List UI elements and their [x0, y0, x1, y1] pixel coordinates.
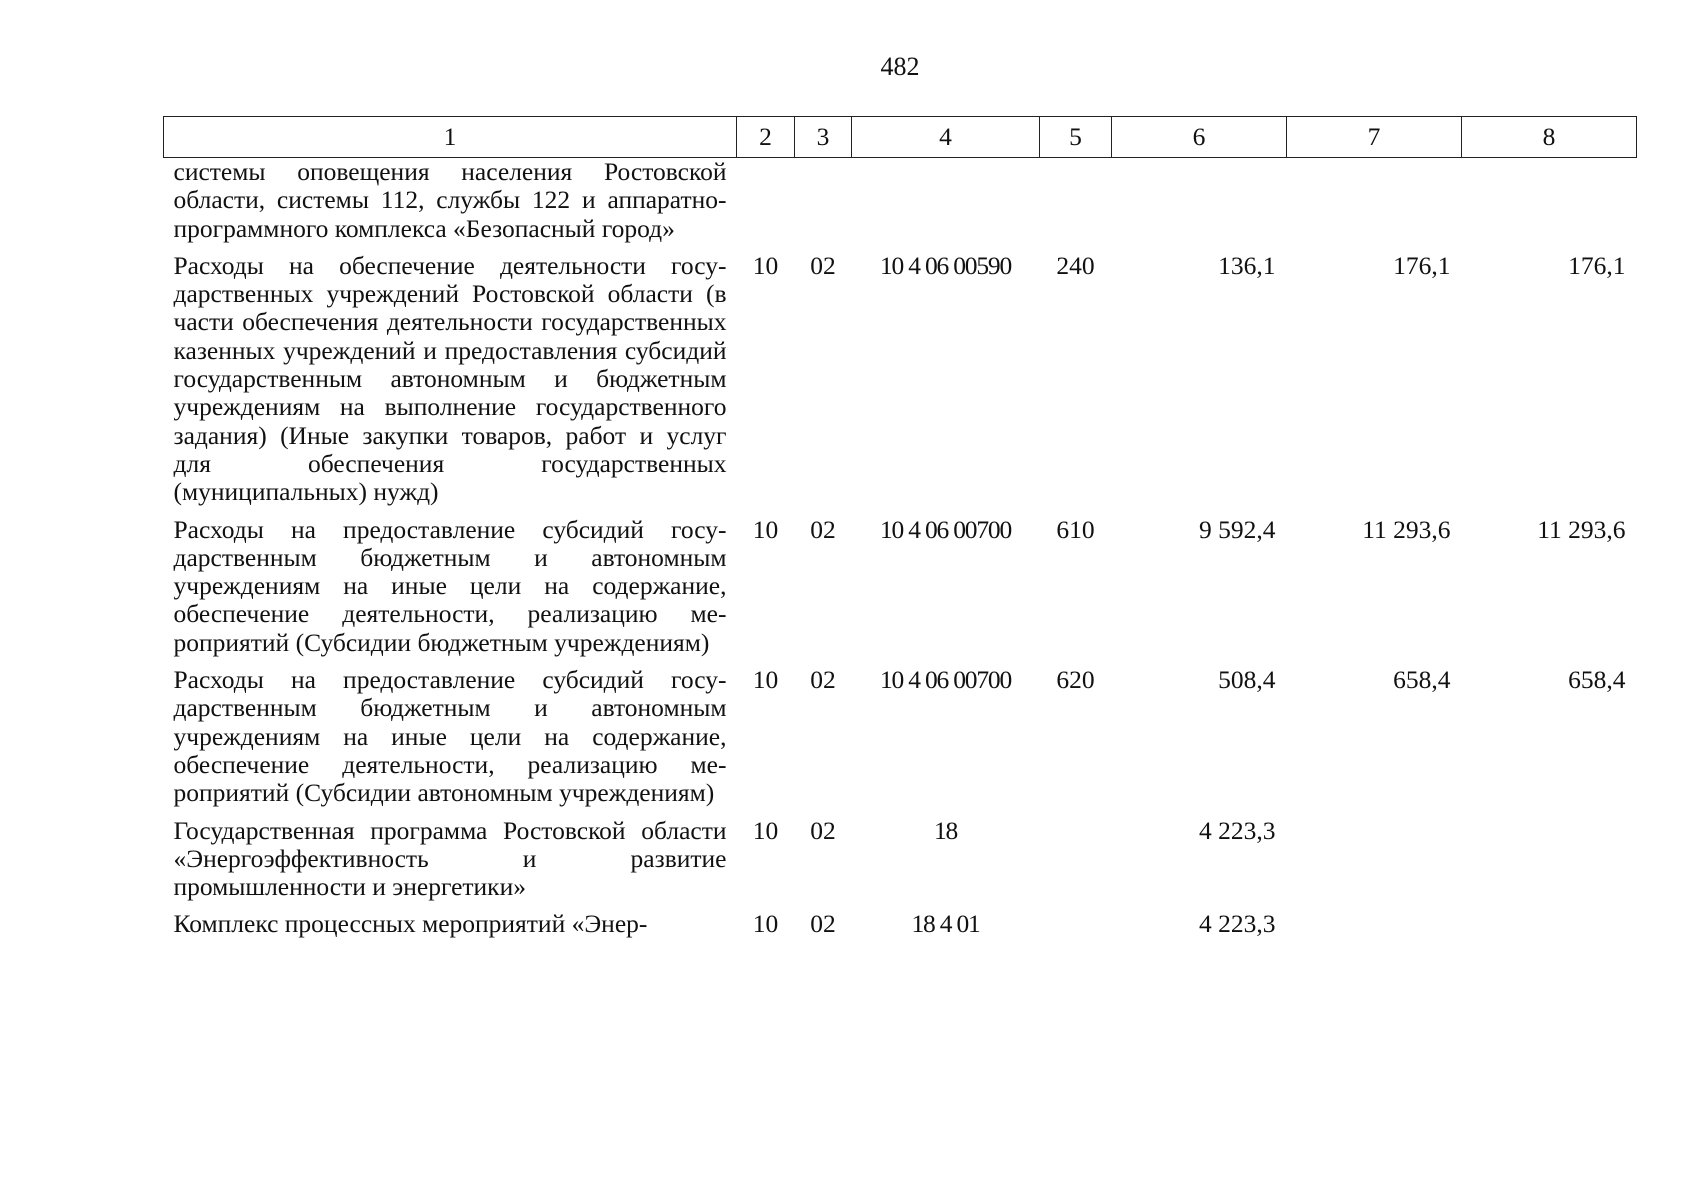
row-description: Расходы на обеспечение деятельности государственных учреждений Ростовской области (в части обеспечения деятельности государственных казенных учреждений и предоставления субсидий государственным автономным и бюджетным учреждениям на выполнение государственного задания) (Иные закупки товаров, работ и услуг для обеспечения государственных (муниципальных) нужд): [173, 250, 727, 507]
row-expense-type: [1040, 158, 1112, 252]
row-subsection-code: [795, 158, 852, 252]
row-description: Расходы на предоставление субсидий государственным бюджетным и автономным учреждениям на иные цели на содержание, обеспечение деятельности, реализацию мероприятий (Субсидии бюджетным учреждениям): [173, 514, 727, 657]
header-col-8: 8: [1462, 117, 1637, 158]
header-col-1: 1: [164, 117, 737, 158]
row-description: системы оповещения населения Ростовской области, системы 112, службы 122 и аппаратно-программного комплекса «Безопасный город»: [173, 157, 727, 243]
row-section-code: 10: [752, 665, 779, 695]
row-subsection-code: 02: [810, 909, 836, 939]
row-expense-type: 620: [1056, 665, 1095, 695]
row-amount-col-7: 658,4: [1393, 665, 1451, 695]
header-col-2: 2: [737, 117, 795, 158]
row-subsection-code: 02: [810, 665, 836, 695]
header-col-7: 7: [1287, 117, 1462, 158]
row-subsection-code: 02: [810, 250, 836, 280]
table-row: [164, 516, 1637, 666]
table-body: [164, 158, 1637, 948]
row-expense-type: [1040, 910, 1112, 947]
row-amount-col-8: 11 293,6: [1537, 514, 1626, 544]
row-description: Комплекс процессных мероприятий «Энер-: [173, 909, 648, 939]
row-target-code: 10 4 06 00590: [879, 250, 1012, 280]
header-col-3: 3: [795, 117, 852, 158]
row-amount-col-8: [1462, 158, 1637, 252]
header-col-5: 5: [1040, 117, 1112, 158]
table-header: [164, 117, 1637, 158]
row-amount-col-6: 508,4: [1218, 665, 1276, 695]
row-subsection-code: 02: [810, 815, 836, 845]
row-amount-col-6: [1112, 158, 1287, 252]
table-row: [164, 817, 1637, 911]
row-section-code: 10: [752, 514, 779, 544]
row-amount-col-7: [1287, 158, 1462, 252]
row-amount-col-7: 11 293,6: [1362, 514, 1451, 544]
header-col-6: 6: [1112, 117, 1287, 158]
row-amount-col-8: 658,4: [1568, 665, 1626, 695]
row-amount-col-8: 176,1: [1568, 250, 1626, 280]
row-section-code: 10: [752, 815, 779, 845]
row-section-code: 10: [752, 250, 779, 280]
budget-table: [163, 116, 1637, 948]
table-row: [164, 910, 1637, 947]
row-target-code: 18: [933, 815, 958, 845]
row-expense-type: 610: [1056, 514, 1095, 544]
table-row: [164, 666, 1637, 816]
row-amount-col-6: 136,1: [1218, 250, 1276, 280]
row-amount-col-8: [1462, 817, 1637, 911]
row-amount-col-8: [1462, 910, 1637, 947]
row-target-code: 18 4 01: [911, 909, 980, 939]
row-amount-col-7: [1287, 817, 1462, 911]
row-target-code: 10 4 06 00700: [879, 665, 1012, 695]
row-subsection-code: 02: [810, 514, 836, 544]
header-row: [164, 117, 1637, 158]
page-number: 482: [880, 52, 920, 81]
header-col-4: 4: [852, 117, 1040, 158]
row-target-code: [852, 158, 1040, 252]
row-expense-type: 240: [1056, 250, 1095, 280]
row-target-code: 10 4 06 00700: [879, 514, 1012, 544]
row-description: Расходы на предоставление субсидий государственным бюджетным и автономным учреждениям на иные цели на содержание, обеспечение деятельности, реализацию мероприятий (Субсидии автономным учреждениям): [173, 665, 727, 808]
row-section-code: [737, 158, 795, 252]
table-row: [164, 158, 1637, 252]
row-description: Государственная программа Ростовской области «Энергоэффективность и развитие промышленности и энергетики»: [173, 815, 727, 902]
row-amount-col-6: 4 223,3: [1199, 815, 1276, 845]
row-section-code: 10: [752, 909, 779, 939]
row-amount-col-6: 9 592,4: [1199, 514, 1276, 544]
row-amount-col-7: 176,1: [1393, 250, 1451, 280]
row-expense-type: [1040, 817, 1112, 911]
row-amount-col-6: 4 223,3: [1199, 909, 1276, 939]
row-amount-col-7: [1287, 910, 1462, 947]
table-row: [164, 252, 1637, 516]
